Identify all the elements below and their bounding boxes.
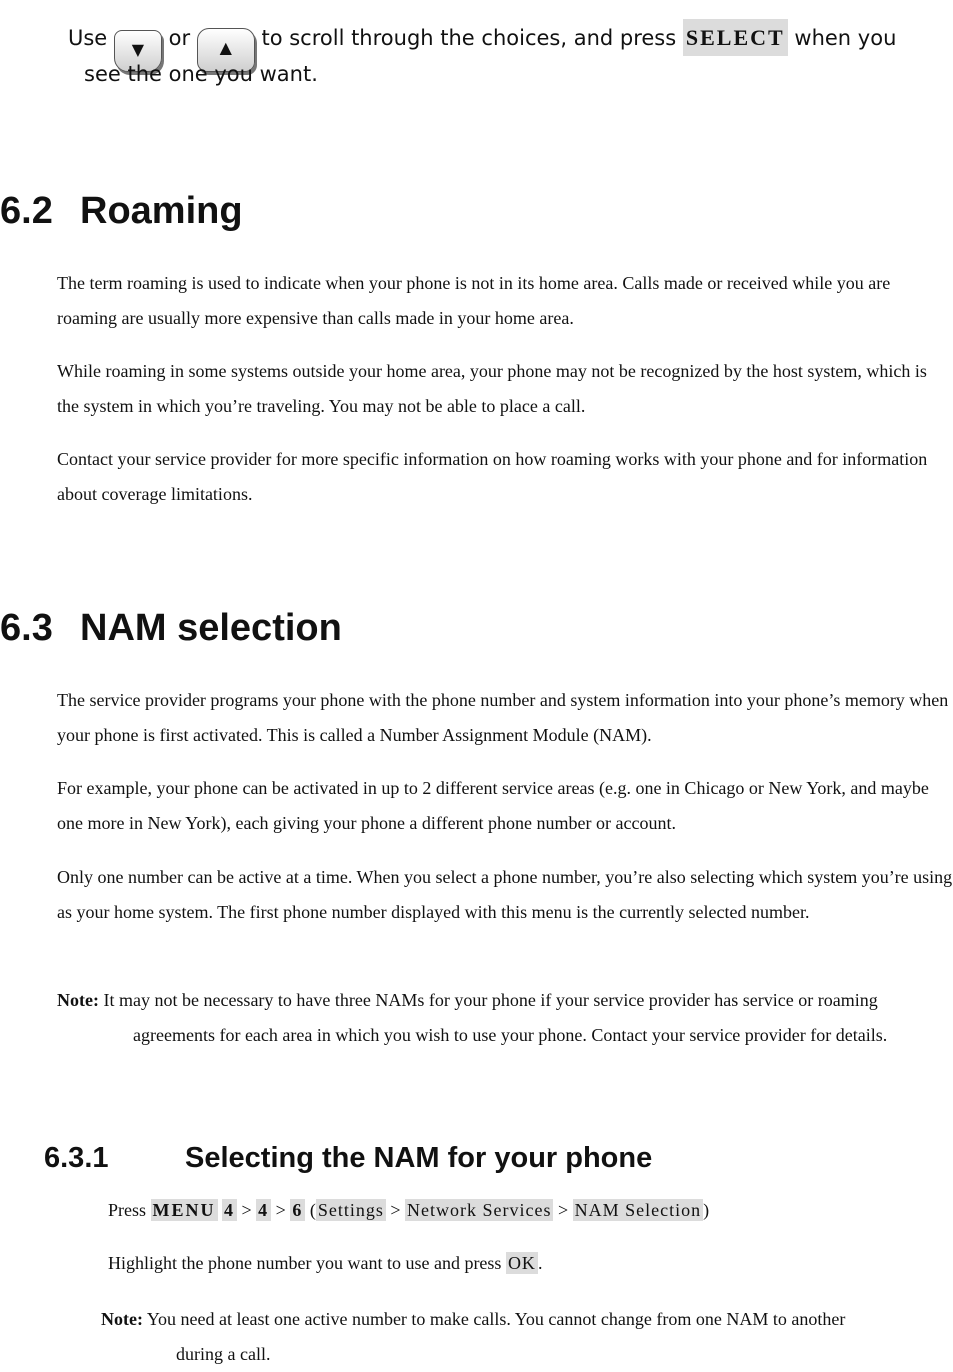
roaming-paragraph-3: Contact your service provider for more specific information on how roaming works with your phone and for information about coverage limitations. — [57, 449, 928, 504]
note-text-line-2: agreements for each area in which you wish to use your phone. Contact your service provider for details. — [133, 1025, 888, 1045]
path-nam-selection: NAM Selection — [574, 1200, 702, 1220]
intro-or: or — [168, 26, 191, 50]
roaming-paragraph-1: The term roaming is used to indicate when your phone is not in its home area. Calls made or received while you are roaming are usually more expensive than calls made in your home area. — [57, 273, 891, 328]
intro-when-you: when you — [794, 26, 897, 50]
step-press: Press — [108, 1200, 147, 1220]
intro-use: Use — [68, 26, 108, 50]
step-highlight-text: Highlight the phone number you want to use and press — [108, 1253, 502, 1273]
sep-4: > — [557, 1200, 569, 1220]
key-4b: 4 — [258, 1200, 270, 1220]
section-heading-roaming — [0, 190, 243, 233]
scroll-up-key-icon: ▲ — [197, 28, 255, 72]
step-menu-path — [108, 1200, 709, 1221]
close-paren: ) — [703, 1200, 710, 1220]
roaming-paragraph-2: While roaming in some systems outside your home area, your phone may not be recognized by the host system, which is the system in which you’re traveling. You may not be able to place a call. — [57, 361, 927, 416]
sep-1: > — [241, 1200, 252, 1220]
section-heading-nam — [0, 607, 342, 650]
step-end: . — [537, 1253, 543, 1273]
open-paren: ( — [309, 1200, 316, 1220]
section-number: 6.2 — [0, 190, 53, 232]
subsection-note — [101, 1302, 941, 1372]
note-label: Note: — [101, 1309, 143, 1329]
section-title: Roaming — [80, 190, 243, 232]
note-text-line-1: It may not be necessary to have three NAMs for your phone if your service provider has service or roaming — [103, 990, 878, 1010]
intro-line-2: see the one you want. — [84, 62, 318, 86]
note-text-line-2: during a call. — [176, 1344, 271, 1364]
scroll-down-key-icon: ▼ — [114, 30, 162, 72]
menu-key: MENU — [152, 1200, 216, 1220]
section-title: NAM selection — [80, 607, 342, 649]
subsection-number: 6.3.1 — [44, 1142, 109, 1174]
sep-2: > — [275, 1200, 286, 1220]
path-settings: Settings — [317, 1200, 384, 1220]
step-highlight — [108, 1253, 542, 1274]
sep-3: > — [390, 1200, 401, 1220]
nam-paragraph-2: For example, your phone can be activated in up to 2 different service areas (e.g. one in Chicago or New York, and maybe one more in New York), each giving your phone a different phone number or account. — [57, 778, 929, 833]
nam-note — [57, 983, 953, 1053]
note-label: Note: — [57, 990, 99, 1010]
key-4a: 4 — [224, 1200, 236, 1220]
nam-paragraph-1: The service provider programs your phone with the phone number and system information into your phone’s memory when your phone is first activated. This is called a Number Assignment Module (NAM). — [57, 690, 949, 745]
subsection-heading — [44, 1142, 652, 1175]
subsection-title: Selecting the NAM for your phone — [185, 1142, 653, 1174]
nam-paragraph-3: Only one number can be active at a time. When you select a phone number, you’re also selecting which system you’re using as your home system. The first phone number displayed with this menu is the currently selected number. — [57, 867, 953, 922]
ok-key: OK — [507, 1253, 536, 1273]
path-network-services: Network Services — [407, 1200, 552, 1220]
select-key-label: SELECT — [683, 19, 788, 56]
section-number: 6.3 — [0, 607, 53, 649]
note-text-line-1: You need at least one active number to make calls. You cannot change from one NAM to another — [146, 1309, 846, 1329]
intro-scroll-text: to scroll through the choices, and press — [261, 26, 677, 50]
key-6: 6 — [292, 1200, 304, 1220]
